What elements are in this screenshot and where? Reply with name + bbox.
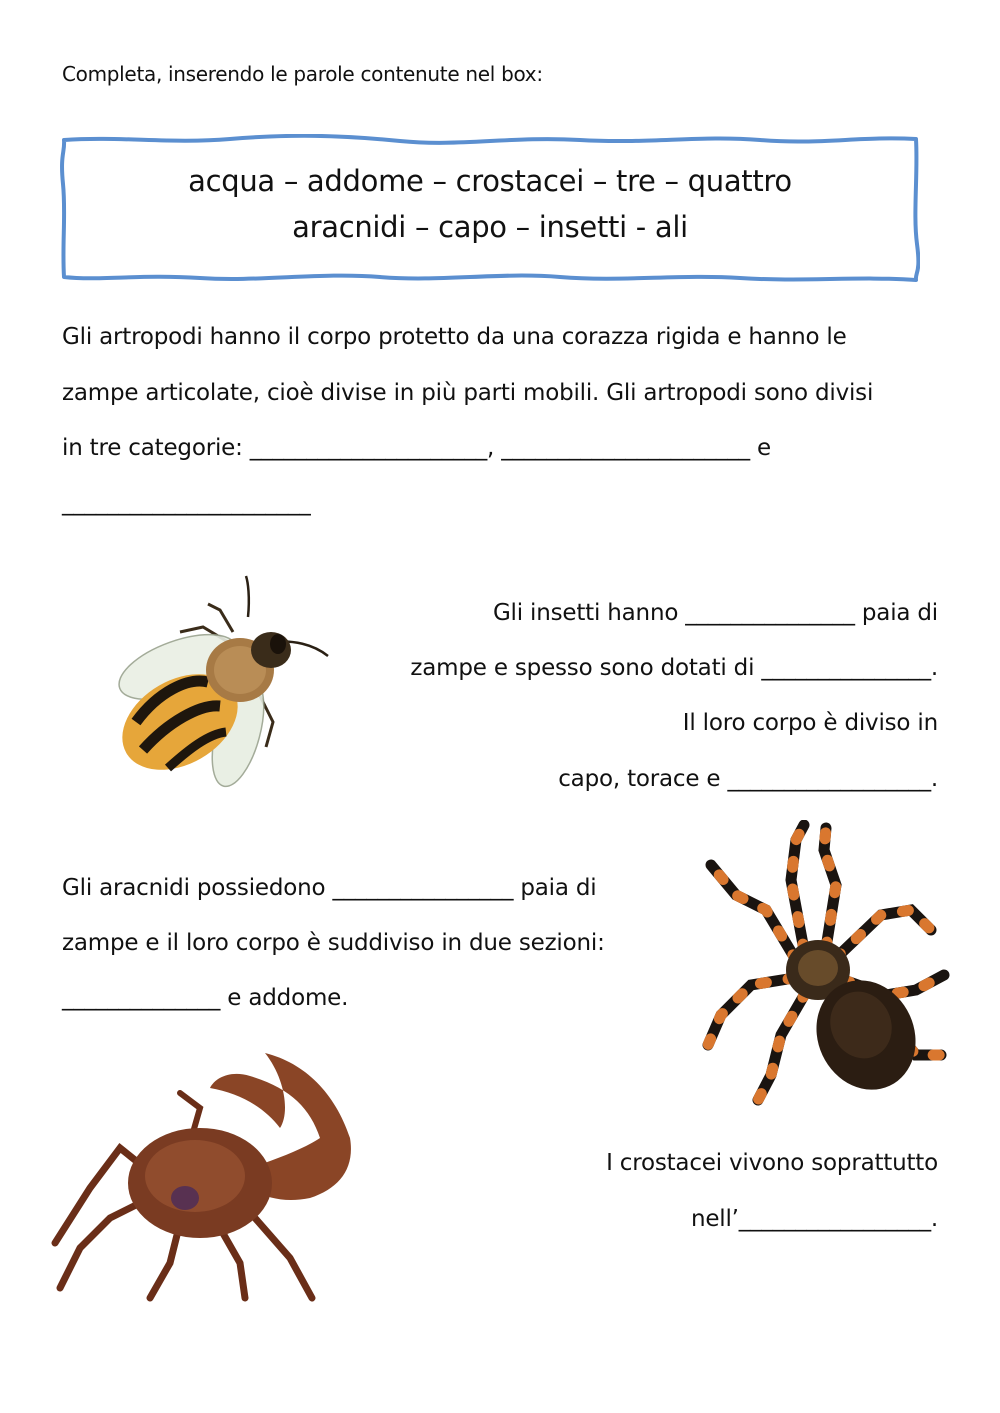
intro-line-4: ______________________ (62, 490, 311, 516)
insects-line-3: Il loro corpo è diviso in (682, 710, 938, 736)
arachnids-line-3: ______________ e addome. (62, 985, 349, 1011)
word-box-line-1: acqua – addome – crostacei – tre – quattro (188, 164, 792, 198)
spider-illustration (696, 820, 954, 1120)
intro-line-1: Gli artropodi hanno il corpo protetto da una corazza rigida e hanno le (62, 324, 847, 350)
insects-line-2: zampe e spesso sono dotati di _______________. (410, 655, 938, 681)
word-box-border (60, 134, 920, 284)
insects-line-4: capo, torace e __________________. (558, 766, 938, 792)
crab-illustration (50, 1048, 360, 1306)
word-box-line-2: aracnidi – capo – insetti - ali (292, 210, 688, 244)
instruction-text: Completa, inserendo le parole contenute nel box: (62, 62, 543, 86)
arachnids-line-1: Gli aracnidi possiedono ________________ paia di (62, 875, 597, 901)
word-box (60, 134, 920, 284)
crustaceans-line-1: I crostacei vivono soprattutto (606, 1150, 938, 1176)
arachnids-line-2: zampe e il loro corpo è suddiviso in due sezioni: (62, 930, 605, 956)
crustaceans-line-2: nell’_________________. (690, 1206, 938, 1232)
bee-illustration (108, 572, 333, 792)
insects-line-1: Gli insetti hanno _______________ paia di (492, 600, 938, 626)
intro-line-2: zampe articolate, cioè divise in più parti mobili. Gli artropodi sono divisi (62, 380, 874, 406)
intro-line-3: in tre categorie: _____________________, ______________________ e (62, 435, 771, 461)
